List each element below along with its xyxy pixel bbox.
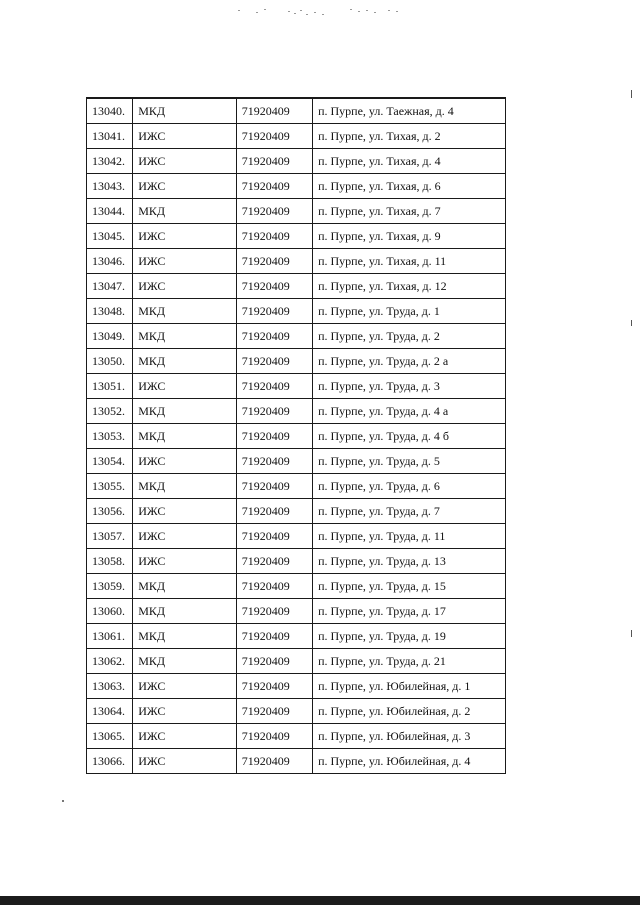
table-row bbox=[87, 599, 506, 624]
row-number: 13047. bbox=[87, 274, 133, 299]
row-number: 13052. bbox=[87, 399, 133, 424]
table-row bbox=[87, 524, 506, 549]
right-edge-mark bbox=[631, 630, 632, 637]
oktmo-code: 71920409 bbox=[236, 98, 312, 124]
table-row bbox=[87, 399, 506, 424]
oktmo-code: 71920409 bbox=[236, 624, 312, 649]
address: п. Пурпе, ул. Труда, д. 15 bbox=[313, 574, 506, 599]
table-row bbox=[87, 699, 506, 724]
address: п. Пурпе, ул. Труда, д. 11 bbox=[313, 524, 506, 549]
address: п. Пурпе, ул. Труда, д. 4 а bbox=[313, 399, 506, 424]
building-type: ИЖС bbox=[133, 724, 236, 749]
table-row bbox=[87, 674, 506, 699]
oktmo-code: 71920409 bbox=[236, 599, 312, 624]
table-row bbox=[87, 174, 506, 199]
table-row bbox=[87, 124, 506, 149]
address: п. Пурпе, ул. Труда, д. 2 а bbox=[313, 349, 506, 374]
address: п. Пурпе, ул. Тихая, д. 7 bbox=[313, 199, 506, 224]
row-number: 13062. bbox=[87, 649, 133, 674]
building-type: ИЖС bbox=[133, 499, 236, 524]
building-type: ИЖС bbox=[133, 699, 236, 724]
row-number: 13055. bbox=[87, 474, 133, 499]
oktmo-code: 71920409 bbox=[236, 499, 312, 524]
row-number: 13061. bbox=[87, 624, 133, 649]
row-number: 13049. bbox=[87, 324, 133, 349]
oktmo-code: 71920409 bbox=[236, 199, 312, 224]
table-row bbox=[87, 374, 506, 399]
row-number: 13059. bbox=[87, 574, 133, 599]
building-type: ИЖС bbox=[133, 749, 236, 774]
oktmo-code: 71920409 bbox=[236, 224, 312, 249]
address: п. Пурпе, ул. Тихая, д. 11 bbox=[313, 249, 506, 274]
table-row bbox=[87, 249, 506, 274]
oktmo-code: 71920409 bbox=[236, 574, 312, 599]
table-row bbox=[87, 98, 506, 124]
row-number: 13042. bbox=[87, 149, 133, 174]
oktmo-code: 71920409 bbox=[236, 324, 312, 349]
table-row bbox=[87, 299, 506, 324]
building-type: ИЖС bbox=[133, 149, 236, 174]
right-edge-mark bbox=[631, 320, 632, 326]
oktmo-code: 71920409 bbox=[236, 724, 312, 749]
registry-table bbox=[86, 97, 506, 774]
building-type: ИЖС bbox=[133, 524, 236, 549]
address: п. Пурпе, ул. Тихая, д. 9 bbox=[313, 224, 506, 249]
oktmo-code: 71920409 bbox=[236, 549, 312, 574]
oktmo-code: 71920409 bbox=[236, 449, 312, 474]
oktmo-code: 71920409 bbox=[236, 749, 312, 774]
address: п. Пурпе, ул. Труда, д. 2 bbox=[313, 324, 506, 349]
address: п. Пурпе, ул. Труда, д. 3 bbox=[313, 374, 506, 399]
row-number: 13053. bbox=[87, 424, 133, 449]
address: п. Пурпе, ул. Труда, д. 5 bbox=[313, 449, 506, 474]
oktmo-code: 71920409 bbox=[236, 524, 312, 549]
row-number: 13050. bbox=[87, 349, 133, 374]
building-type: МКД bbox=[133, 574, 236, 599]
address: п. Пурпе, ул. Тихая, д. 6 bbox=[313, 174, 506, 199]
building-type: МКД bbox=[133, 299, 236, 324]
oktmo-code: 71920409 bbox=[236, 349, 312, 374]
table-row bbox=[87, 624, 506, 649]
row-number: 13056. bbox=[87, 499, 133, 524]
address: п. Пурпе, ул. Труда, д. 19 bbox=[313, 624, 506, 649]
right-edge-mark bbox=[631, 90, 632, 98]
address: п. Пурпе, ул. Юбилейная, д. 4 bbox=[313, 749, 506, 774]
address: п. Пурпе, ул. Юбилейная, д. 3 bbox=[313, 724, 506, 749]
table-row bbox=[87, 724, 506, 749]
building-type: МКД bbox=[133, 199, 236, 224]
table-row bbox=[87, 749, 506, 774]
building-type: ИЖС bbox=[133, 224, 236, 249]
row-number: 13066. bbox=[87, 749, 133, 774]
building-type: МКД bbox=[133, 649, 236, 674]
oktmo-code: 71920409 bbox=[236, 474, 312, 499]
scan-noise-header bbox=[230, 6, 410, 20]
table-row bbox=[87, 574, 506, 599]
oktmo-code: 71920409 bbox=[236, 374, 312, 399]
table-row bbox=[87, 224, 506, 249]
building-type: МКД bbox=[133, 98, 236, 124]
building-type: МКД bbox=[133, 624, 236, 649]
address: п. Пурпе, ул. Юбилейная, д. 2 bbox=[313, 699, 506, 724]
registry-table-body bbox=[87, 98, 506, 774]
building-type: ИЖС bbox=[133, 374, 236, 399]
oktmo-code: 71920409 bbox=[236, 674, 312, 699]
oktmo-code: 71920409 bbox=[236, 699, 312, 724]
building-type: МКД bbox=[133, 424, 236, 449]
table-row bbox=[87, 324, 506, 349]
address: п. Пурпе, ул. Труда, д. 21 bbox=[313, 649, 506, 674]
table-row bbox=[87, 149, 506, 174]
building-type: МКД bbox=[133, 349, 236, 374]
address: п. Пурпе, ул. Труда, д. 1 bbox=[313, 299, 506, 324]
building-type: ИЖС bbox=[133, 124, 236, 149]
building-type: МКД bbox=[133, 324, 236, 349]
scan-bottom-edge bbox=[0, 896, 640, 905]
row-number: 13044. bbox=[87, 199, 133, 224]
building-type: ИЖС bbox=[133, 549, 236, 574]
building-type: ИЖС bbox=[133, 249, 236, 274]
row-number: 13046. bbox=[87, 249, 133, 274]
building-type: МКД bbox=[133, 399, 236, 424]
table-row bbox=[87, 499, 506, 524]
row-number: 13064. bbox=[87, 699, 133, 724]
address: п. Пурпе, ул. Труда, д. 13 bbox=[313, 549, 506, 574]
oktmo-code: 71920409 bbox=[236, 274, 312, 299]
address: п. Пурпе, ул. Труда, д. 7 bbox=[313, 499, 506, 524]
table-row bbox=[87, 549, 506, 574]
table-row bbox=[87, 274, 506, 299]
address: п. Пурпе, ул. Таежная, д. 4 bbox=[313, 98, 506, 124]
oktmo-code: 71920409 bbox=[236, 149, 312, 174]
table-row bbox=[87, 474, 506, 499]
margin-speck bbox=[62, 800, 64, 802]
address: п. Пурпе, ул. Тихая, д. 4 bbox=[313, 149, 506, 174]
row-number: 13041. bbox=[87, 124, 133, 149]
row-number: 13045. bbox=[87, 224, 133, 249]
oktmo-code: 71920409 bbox=[236, 424, 312, 449]
table-row bbox=[87, 424, 506, 449]
building-type: ИЖС bbox=[133, 674, 236, 699]
oktmo-code: 71920409 bbox=[236, 299, 312, 324]
table-row bbox=[87, 349, 506, 374]
building-type: ИЖС bbox=[133, 174, 236, 199]
address: п. Пурпе, ул. Труда, д. 6 bbox=[313, 474, 506, 499]
row-number: 13065. bbox=[87, 724, 133, 749]
oktmo-code: 71920409 bbox=[236, 399, 312, 424]
row-number: 13048. bbox=[87, 299, 133, 324]
oktmo-code: 71920409 bbox=[236, 249, 312, 274]
row-number: 13040. bbox=[87, 98, 133, 124]
oktmo-code: 71920409 bbox=[236, 649, 312, 674]
table-row bbox=[87, 449, 506, 474]
row-number: 13058. bbox=[87, 549, 133, 574]
address: п. Пурпе, ул. Труда, д. 4 б bbox=[313, 424, 506, 449]
oktmo-code: 71920409 bbox=[236, 124, 312, 149]
row-number: 13063. bbox=[87, 674, 133, 699]
table-row bbox=[87, 649, 506, 674]
row-number: 13057. bbox=[87, 524, 133, 549]
oktmo-code: 71920409 bbox=[236, 174, 312, 199]
address: п. Пурпе, ул. Тихая, д. 12 bbox=[313, 274, 506, 299]
building-type: МКД bbox=[133, 599, 236, 624]
building-type: ИЖС bbox=[133, 449, 236, 474]
row-number: 13054. bbox=[87, 449, 133, 474]
building-type: МКД bbox=[133, 474, 236, 499]
row-number: 13060. bbox=[87, 599, 133, 624]
address: п. Пурпе, ул. Тихая, д. 2 bbox=[313, 124, 506, 149]
address: п. Пурпе, ул. Юбилейная, д. 1 bbox=[313, 674, 506, 699]
row-number: 13043. bbox=[87, 174, 133, 199]
building-type: ИЖС bbox=[133, 274, 236, 299]
address: п. Пурпе, ул. Труда, д. 17 bbox=[313, 599, 506, 624]
table-row bbox=[87, 199, 506, 224]
row-number: 13051. bbox=[87, 374, 133, 399]
